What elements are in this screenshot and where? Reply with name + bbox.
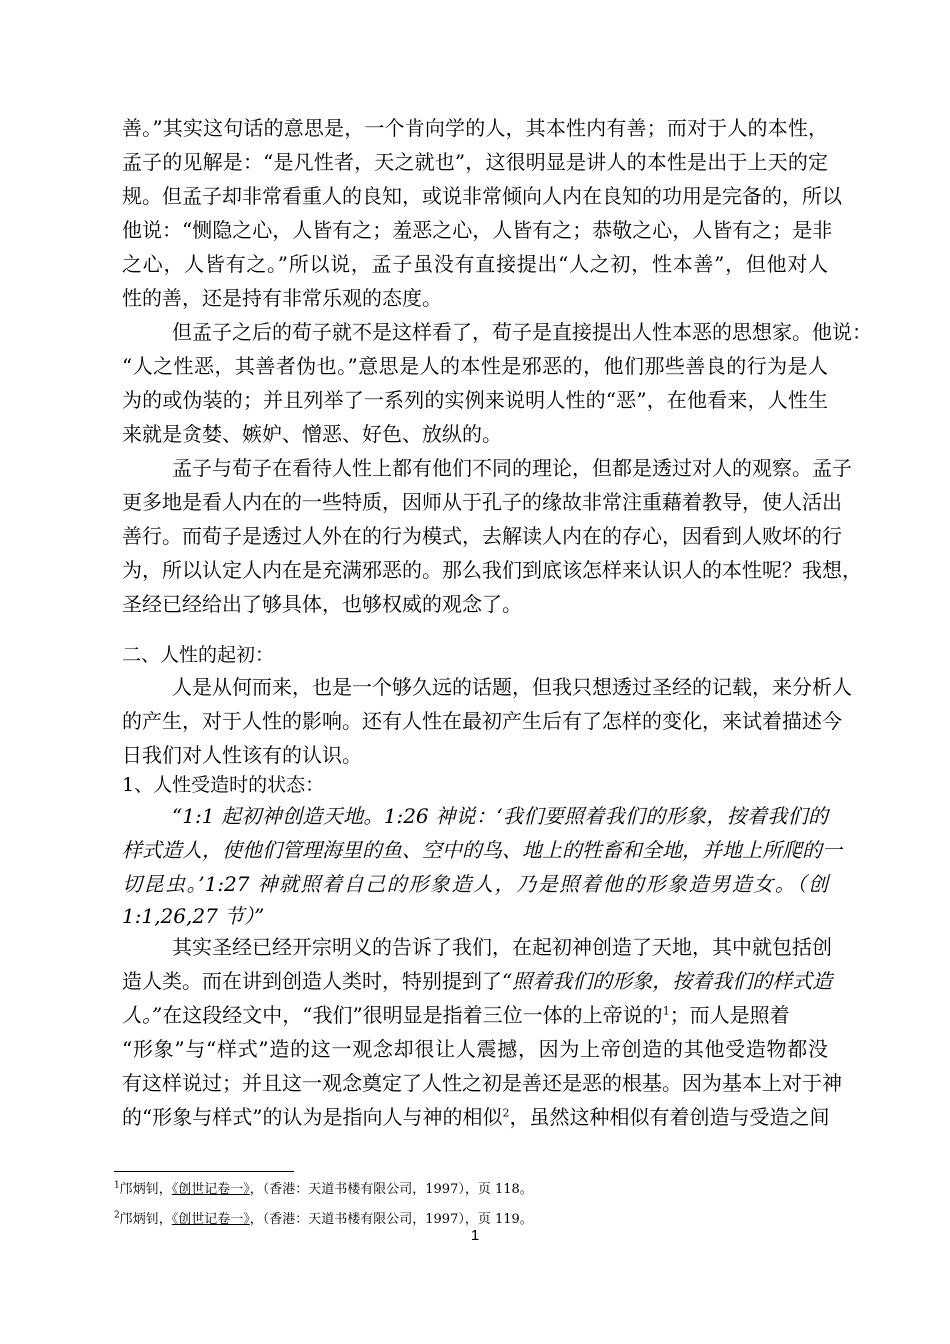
body-text: ，虽然这种相似有着创造与受造之间 xyxy=(509,1105,830,1129)
paragraph-line: 规。但孟子却非常看重人的良知，或说非常倾向人内在良知的功用是完备的，所以 xyxy=(122,184,842,208)
paragraph-line: 性的善，还是持有非常乐观的态度。 xyxy=(122,286,442,310)
footnote-ref[interactable]: 2 xyxy=(502,1106,510,1120)
paragraph-line: 为，所以认定人内在是充满邪恶的。那么我们到底该怎样来认识人的本性呢？我想， xyxy=(122,558,862,582)
paragraph-line xyxy=(122,1100,828,1134)
paragraph-line: 善。”其实这句话的意思是，一个肯向学的人，其本性内有善；而对于人的本性， xyxy=(122,116,828,140)
footnote-author: 邝炳钊， xyxy=(119,1212,172,1227)
body-text: ；而人是照着 xyxy=(669,1003,790,1027)
paragraph-line: 孟子与荀子在看待人性上都有他们不同的理论，但都是透过对人的观察。孟子 xyxy=(172,456,852,480)
paragraph-line: “人之性恶，其善者伪也。”意思是人的本性是邪恶的，他们那些善良的行为是人 xyxy=(122,354,828,378)
footnote-mark: 1 xyxy=(114,1180,120,1191)
footnote-divider xyxy=(114,1171,294,1172)
footnote-book-title: 《创世记卷一》 xyxy=(171,1212,250,1227)
footnote-citation: ，（香港：天道书楼有限公司，1997），页 119。 xyxy=(249,1212,533,1227)
paragraph-line: 他说：“恻隐之心，人皆有之；羞恶之心，人皆有之；恭敬之心，人皆有之；是非 xyxy=(122,218,833,242)
paragraph-line: 其实圣经已经开宗明义的告诉了我们，在起初神创造了天地，其中就包括创 xyxy=(172,935,832,959)
page-number: 1 xyxy=(470,1227,480,1244)
paragraph-line: 之心，人皆有之。”所以说，孟子虽没有直接提出“人之初，性本善”，但他对人 xyxy=(122,252,828,276)
paragraph-line: 圣经已经给出了够具体，也够权威的观念了。 xyxy=(122,592,522,616)
paragraph-line: 为的或伪装的；并且列举了一系列的实例来说明人性的“恶”，在他看来，人性生 xyxy=(122,388,828,412)
scripture-quote-line: 切昆虫。’1:27 神就照着自己的形象造人，乃是照着他的形象造男造女。（创 xyxy=(122,872,828,896)
paragraph-line: 孟子的见解是：“是凡性者，天之就也”，这很明显是讲人的本性是出于上天的定 xyxy=(122,150,828,174)
footnote xyxy=(114,1181,533,1199)
body-text: 在这段经文中，“我们”很明显是指着三位一体的上帝说的 xyxy=(162,1003,663,1027)
paragraph-line xyxy=(122,998,828,1032)
footnote-book-title: 《创世记卷一》 xyxy=(171,1182,250,1197)
scripture-quote-line: 样式造人，使他们管理海里的鱼、空中的鸟、地上的牲畜和全地，并地上所爬的一 xyxy=(122,838,842,862)
scripture-inline-quote: “照着我们的形象，按着我们的样式造 xyxy=(502,969,833,993)
paragraph-line: 来就是贪婪、嫉妒、憎恶、好色、放纵的。 xyxy=(122,422,502,446)
body-text: 的“形象与样式”的认为是指向人与神的相似 xyxy=(122,1105,503,1129)
section-heading: 二、人性的起初： xyxy=(122,644,275,666)
scripture-inline-quote: 人。” xyxy=(122,1003,163,1027)
paragraph-line: 善行。而荀子是透过人外在的行为模式，去解读人内在的存心，因看到人败坏的行 xyxy=(122,524,842,548)
footnote-citation: ，（香港：天道书楼有限公司，1997），页 118。 xyxy=(249,1182,533,1197)
paragraph-line: 的产生，对于人性的影响。还有人性在最初产生后有了怎样的变化，来试着描述今 xyxy=(122,709,842,733)
scripture-quote-line: “1:1 起初神创造天地。1:26 神说：‘我们要照着我们的形象，按着我们的 xyxy=(172,804,828,828)
paragraph-line: 人是从何而来，也是一个够久远的话题，但我只想透过圣经的记载，来分析人 xyxy=(172,675,852,699)
paragraph-line: 日我们对人性该有的认识。 xyxy=(122,743,362,767)
scripture-quote-line: 1:1,26,27 节）” xyxy=(122,904,265,928)
paragraph-line: 有这样说过；并且这一观念奠定了人性之初是善还是恶的根基。因为基本上对于神 xyxy=(122,1071,842,1095)
paragraph-line: “形象”与“样式”造的这一观念却很让人震撼，因为上帝创造的其他受造物都没 xyxy=(122,1037,828,1061)
footnote-ref[interactable]: 1 xyxy=(662,1004,670,1018)
paragraph-line: 但孟子之后的荀子就不是这样看了，荀子是直接提出人性本恶的思想家。他说： xyxy=(172,320,872,344)
body-text: 造人类。而在讲到创造人类时，特别提到了 xyxy=(122,969,502,993)
subheading: 1、人性受造时的状态： xyxy=(122,774,325,796)
paragraph-line xyxy=(122,964,833,998)
footnote-mark: 2 xyxy=(114,1210,120,1221)
paragraph-line: 更多地是看人内在的一些特质，因师从于孔子的缘故非常注重藉着教导，使人活出 xyxy=(122,490,842,514)
footnote-author: 邝炳钊， xyxy=(119,1182,172,1197)
